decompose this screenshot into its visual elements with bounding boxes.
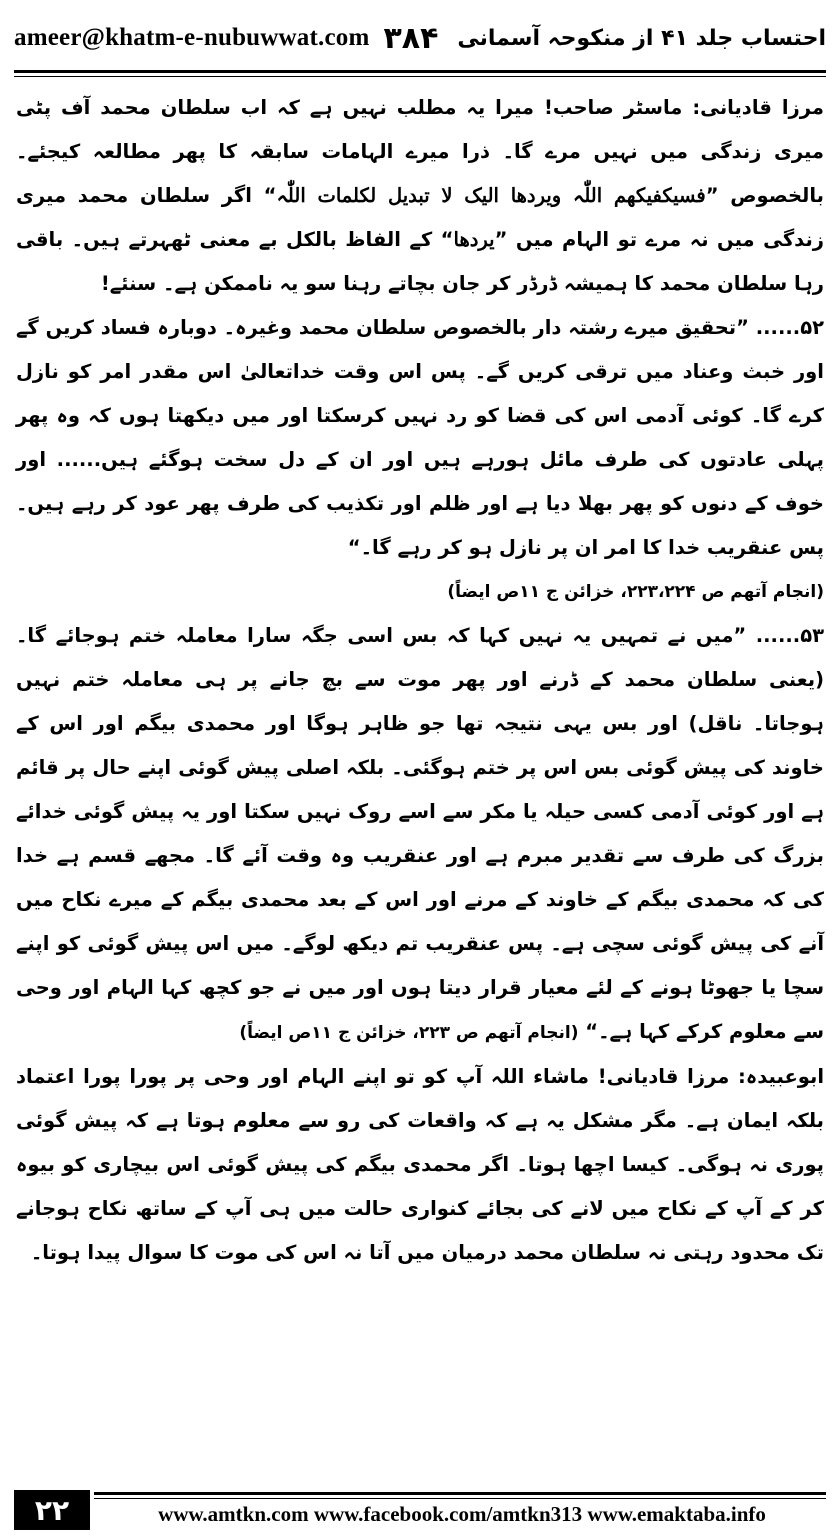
- paragraph-52-text: ”تحقیق میرے رشتہ دار بالخصوص سلطان محمد وغیرہ۔ دوبارہ فساد کریں گے اور خبث وعناد میں ترقی کریں گے۔ پس اس وقت خداتعالیٰ اس مقدر امر کو نازل کرے گا۔ کوئی آدمی اس کی قضا کو رد نہیں کرسکتا اور میں دیکھتا ہوں کہ وہ پھر پہلی عادتوں کی طرف مائل ہورہے ہیں اور ان کے دل سخت ہوگئے ہیں...... اور خوف کے دنوں کو پھر بھلا دیا ہے اور ظلم اور تکذیب کی طرف پھر عود کر رہے ہیں۔ پس عنقریب خدا کا امر ان پر نازل ہو کر رہے گا۔“: [16, 316, 824, 559]
- reference-1: (انجام آتھم ص ۲۲۳،۲۲۴، خزائن ج ۱۱ص ایضاً): [447, 582, 824, 602]
- paragraph-1-text-a: مرزا قادیانی: ماسٹر صاحب! میرا یہ مطلب نہیں ہے کہ اب سلطان محمد آف پٹی میری زندگی میں نہیں مرے گا۔ ذرا میرے الہامات سابقہ کا پھر مطالعہ کیجئے۔ بالخصوص ”: [16, 96, 825, 207]
- paragraph-53-text: ”میں نے تمہیں یہ نہیں کہا کہ بس اسی جگہ سارا معاملہ ختم ہوجائے گا۔ (یعنی سلطان محمد کے ڈرنے اور پھر موت سے بچ جانے پر ہی معاملہ ختم نہیں ہوجاتا۔ ناقل) اور بس یہی نتیجہ تھا جو ظاہر ہوگا اور محمدی بیگم اور اس کے خاوند کی پیش گوئی بس اس پر ختم ہوگئی۔ بلکہ اصلی پیش گوئی اپنے حال پر قائم ہے اور کوئی آدمی کسی حیلہ یا مکر سے اسے روک نہیں سکتا اور یہ پیش گوئی خدائے بزرگ کی طرف سے تقدیر مبرم ہے اور عنقریب وہ وقت آئے گا۔ مجھے قسم ہے خدا کی کہ محمدی بیگم کے خاوند کے مرنے اور اس کے بعد محمدی بیگم کے میرے نکاح میں آنے کی پیش گوئی سچی ہے۔ پس عنقریب تم دیکھ لوگے۔ میں اس پیش گوئی کو اپنے سچا یا جھوٹا ہونے کے لئے معیار قرار دیتا ہوں اور میں نے جو کچھ کہا الہام اور وحی سے معلوم کرکے کہا ہے۔“: [16, 624, 824, 1043]
- header-book-title: احتساب جلد ۴۱ از منکوحہ آسمانی: [457, 25, 826, 51]
- page-footer: [14, 1488, 826, 1534]
- header-page-number: ۳۸۴: [383, 20, 439, 56]
- page-body: [16, 86, 824, 1470]
- paragraph-1-text-b: “ اگر سلطان محمد میری زندگی میں نہ مرے تو الہام میں ”: [16, 184, 824, 251]
- paragraph-1: [16, 86, 824, 306]
- paragraph-52: [16, 306, 824, 570]
- arabic-quote-2: یردھا: [453, 228, 495, 251]
- footer-rule-thick: [94, 1492, 826, 1495]
- paragraph-53: [16, 614, 824, 1055]
- page-header: [14, 10, 826, 66]
- paragraph-53-number: ۵۳......: [755, 624, 824, 647]
- footer-page-number: ۲۲: [14, 1490, 90, 1530]
- paragraph-abu-ubaidah-text: ابوعبیدہ: مرزا قادیانی! ماشاء اللہ آپ کو تو اپنے الہام اور وحی پر پورا پورا اعتماد بلکہ ایمان ہے۔ مگر مشکل یہ ہے کہ واقعات کی رو سے معلوم ہوتا ہے کہ پیش گوئی پوری نہ ہوگی۔ کیسا اچھا ہوتا۔ اگر محمدی بیگم کی پیش گوئی اس بیچاری کو بیوہ کر کے آپ کے نکاح میں لانے کی بجائے کنواری حالت میں ہی آپ کے ساتھ نکاح ہوجانے تک محدود رہتی نہ سلطان محمد درمیان میں آتا نہ اس کی موت کا سوال پیدا ہوتا۔: [16, 1065, 824, 1264]
- paragraph-abu-ubaidah: [16, 1055, 824, 1275]
- paragraph-1-text-c: “ کے الفاظ بالکل بے معنی ٹھہرتے ہیں۔ باقی رہا سلطان محمد کا ہمیشہ ڈرڈر کر جان بچاتے رہنا سو یہ ناممکن ہے۔ سنئے!: [16, 228, 824, 295]
- footer-links[interactable]: www.amtkn.com www.facebook.com/amtkn313 www.emaktaba.info: [158, 1502, 766, 1526]
- paragraph-52-number: ۵۲......: [755, 316, 824, 339]
- header-left-group: [14, 21, 438, 56]
- header-rule-thick: [14, 70, 826, 73]
- arabic-quote-1: فسیکفیکھم اللّٰہ ویردھا الیک لا تبدیل لکلمات اللّٰہ: [276, 184, 706, 207]
- reference-2: (انجام آتھم ص ۲۲۳، خزائن ج ۱۱ص ایضاً): [239, 1023, 579, 1043]
- header-email[interactable]: ameer@khatm-e-nubuwwat.com: [14, 24, 370, 51]
- header-rule-thin: [14, 76, 826, 77]
- footer-rule-thin: [94, 1498, 826, 1499]
